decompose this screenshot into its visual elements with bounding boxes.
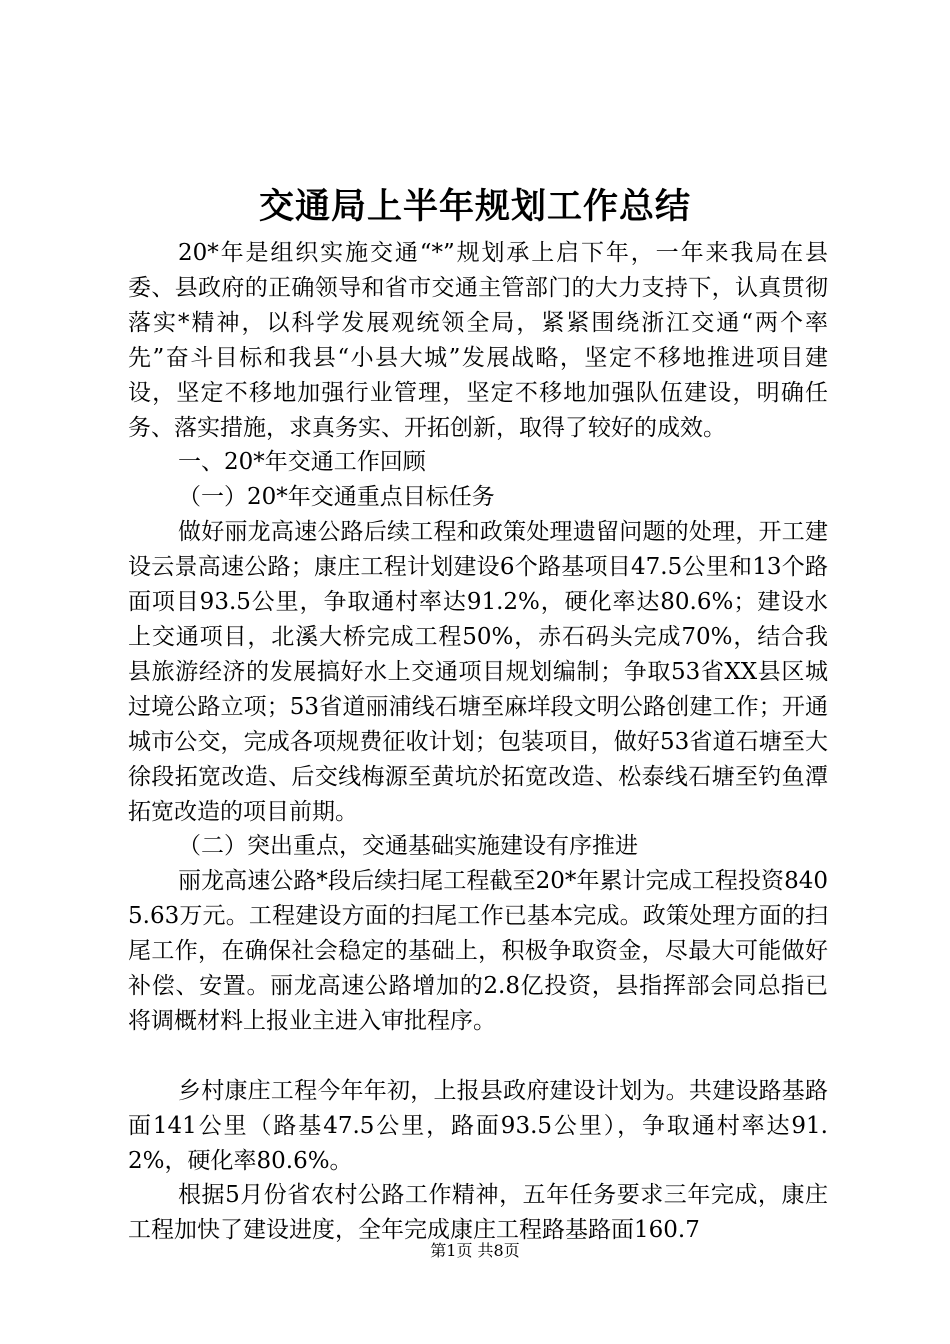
- document-body: [128, 236, 828, 1248]
- highway-paragraph: 丽龙高速公路*段后续扫尾工程截至20*年累计完成工程投资8405.63万元。工程建设方面的扫尾工作已基本完成。政策处理方面的扫尾工作，在确保社会稳定的基础上，积极争取资金，尽最大可能做好补偿、安置。丽龙高速公路增加的2.8亿投资，县指挥部会同总指已将调概材料上报业主进入审批程序。: [128, 868, 828, 1034]
- subsection-heading-targets: （一）20*年交通重点目标任务: [178, 484, 495, 511]
- intro-paragraph: 20*年是组织实施交通“*”规划承上启下年，一年来我局在县委、县政府的正确领导和省市交通主管部门的大力支持下，认真贯彻落实*精神，以科学发展观统领全局，紧紧围绕浙江交通“两个率先”奋斗目标和我县“小县大城”发展战略，坚定不移地推进项目建设，坚定不移地加强行业管理，坚定不移地加强队伍建设，明确任务、落实措施，求真务实、开拓创新，取得了较好的成效。: [128, 240, 828, 441]
- page-number-footer: 第1页 共8页: [430, 1241, 520, 1260]
- targets-paragraph: 做好丽龙高速公路后续工程和政策处理遗留问题的处理，开工建设云景高速公路；康庄工程计划建设6个路基项目47.5公里和13个路面项目93.5公里，争取通村率达91.2%，硬化率达80.6%；建设水上交通项目，北溪大桥完成工程50%，赤石码头完成70%，结合我县旅游经济的发展搞好水上交通项目规划编制；争取53省XX县区城过境公路立项；53省道丽浦线石塘至麻垟段文明公路创建工作；开通城市公交，完成各项规费征收计划；包装项目，做好53省道石塘至大徐段拓宽改造、后交线梅源至黄坑於拓宽改造、松泰线石塘至钓鱼潭拓宽改造的项目前期。: [128, 519, 828, 825]
- rural-road-paragraph: 乡村康庄工程今年年初，上报县政府建设计划为。共建设路基路面141公里（路基47.5公里，路面93.5公里），争取通村率达91.2%，硬化率80.6%。: [128, 1077, 828, 1174]
- progress-paragraph: 根据5月份省农村公路工作精神，五年任务要求三年完成，康庄工程加快了建设进度，全年完成康庄工程路基路面160.7: [128, 1182, 828, 1244]
- document-title: 交通局上半年规划工作总结: [258, 186, 691, 227]
- section-heading-review: 一、20*年交通工作回顾: [178, 449, 426, 476]
- subsection-heading-infrastructure: （二）突出重点，交通基础实施建设有序推进: [178, 833, 638, 860]
